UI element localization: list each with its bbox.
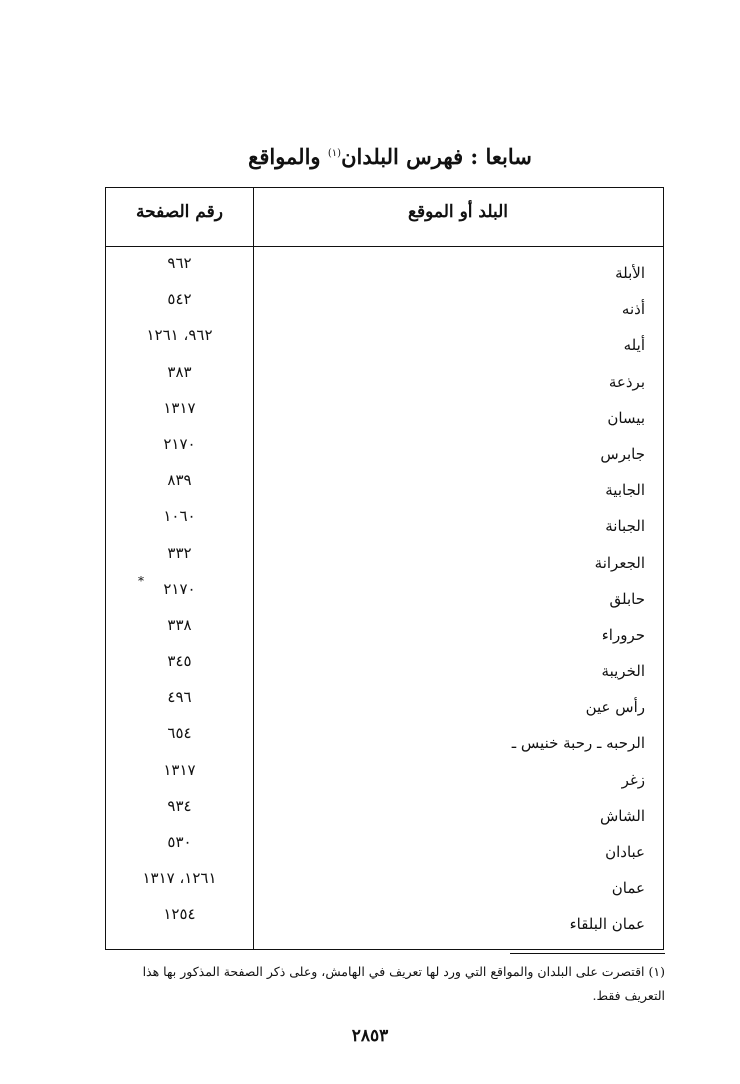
place-name: حابلق	[609, 589, 645, 608]
footnote-rule	[510, 953, 665, 954]
header-divider	[106, 246, 663, 247]
page-reference: ١٣١٧	[163, 760, 196, 779]
table-row	[106, 399, 663, 435]
table-row	[106, 363, 663, 399]
table-row	[106, 507, 663, 543]
place-name: زغر	[621, 770, 645, 789]
page-reference: ٢١٧٠	[163, 579, 196, 598]
header-page-number: رقم الصفحة	[136, 202, 223, 222]
page-reference: ٩٦٢، ١٢٦١	[146, 326, 213, 345]
page-reference: ٩٣٤	[167, 796, 192, 815]
title-footnote-ref: (١)	[327, 148, 342, 159]
table-row	[106, 905, 663, 941]
page-number: ٢٨٥٣	[351, 1026, 389, 1046]
table-row	[106, 761, 663, 797]
place-name: الجبانة	[605, 517, 645, 536]
table-row	[106, 254, 663, 290]
page-reference: ١٣١٧	[163, 398, 196, 417]
place-name: عبادان	[605, 843, 645, 861]
margin-mark: *	[138, 574, 144, 588]
table-row	[106, 688, 663, 724]
page-reference: ٤٩٦	[167, 688, 192, 707]
page-reference: ١٠٦٠	[163, 507, 196, 526]
place-name: الجعرانة	[594, 553, 645, 572]
page-reference: ١٢٦١، ١٣١٧	[142, 869, 217, 888]
page-reference: ٥٣٠	[167, 833, 192, 851]
table-row	[106, 326, 663, 362]
table-row	[106, 290, 663, 326]
table-body	[106, 254, 663, 942]
place-name: رأس عين	[585, 698, 645, 717]
footnote	[100, 960, 665, 1008]
table-row	[106, 652, 663, 688]
page-reference: ٥٤٢	[167, 290, 192, 309]
page-reference: ٣٣٨	[167, 615, 192, 634]
page-reference: ٨٣٩	[167, 471, 192, 490]
table-row	[106, 471, 663, 507]
page-reference: ٦٥٤	[167, 724, 192, 743]
table-row	[106, 833, 663, 869]
title-text: سابعا : فهرس البلدان	[341, 144, 532, 169]
table-row	[106, 544, 663, 580]
place-name: الجابية	[605, 481, 645, 500]
footnote-line-1: (١) اقتصرت على البلدان والمواقع التي ورد لها تعريف في الهامش، وعلى ذكر الصفحة المذكور بها هذا	[142, 964, 665, 979]
place-name: عمان البلقاء	[569, 915, 645, 934]
table-row	[106, 580, 663, 616]
table-row	[106, 869, 663, 905]
places-index-table	[105, 187, 664, 950]
place-name: جابرس	[600, 444, 645, 463]
place-name: الشاش	[600, 806, 645, 825]
place-name: عمان	[611, 879, 645, 898]
place-name: برذعة	[608, 372, 645, 391]
place-name: الخريبة	[601, 662, 645, 681]
place-name: بيسان	[607, 408, 645, 427]
table-row	[106, 616, 663, 652]
table-row	[106, 724, 663, 760]
table-row	[106, 435, 663, 471]
place-name: أذنه	[621, 300, 645, 319]
page-reference: ٩٦٢	[167, 254, 192, 272]
header-place: البلد أو الموقع	[407, 202, 509, 222]
place-name: أيله	[623, 336, 645, 355]
page-reference: ٣٤٥	[167, 652, 192, 671]
place-name: الرحبه ـ رحبة خنيس ـ	[511, 734, 645, 753]
place-name: حروراء	[601, 625, 645, 644]
title-suffix: والمواقع	[248, 144, 321, 169]
page-reference: ١٢٥٤	[163, 905, 196, 924]
page-reference: ٢١٧٠	[163, 434, 196, 453]
table-row	[106, 797, 663, 833]
index-title	[200, 144, 580, 169]
page-reference: ٣٣٢	[167, 543, 192, 562]
place-name: الأبلة	[615, 264, 645, 282]
page-reference: ٣٨٣	[167, 362, 192, 381]
footnote-line-2: التعريف فقط.	[592, 988, 665, 1003]
